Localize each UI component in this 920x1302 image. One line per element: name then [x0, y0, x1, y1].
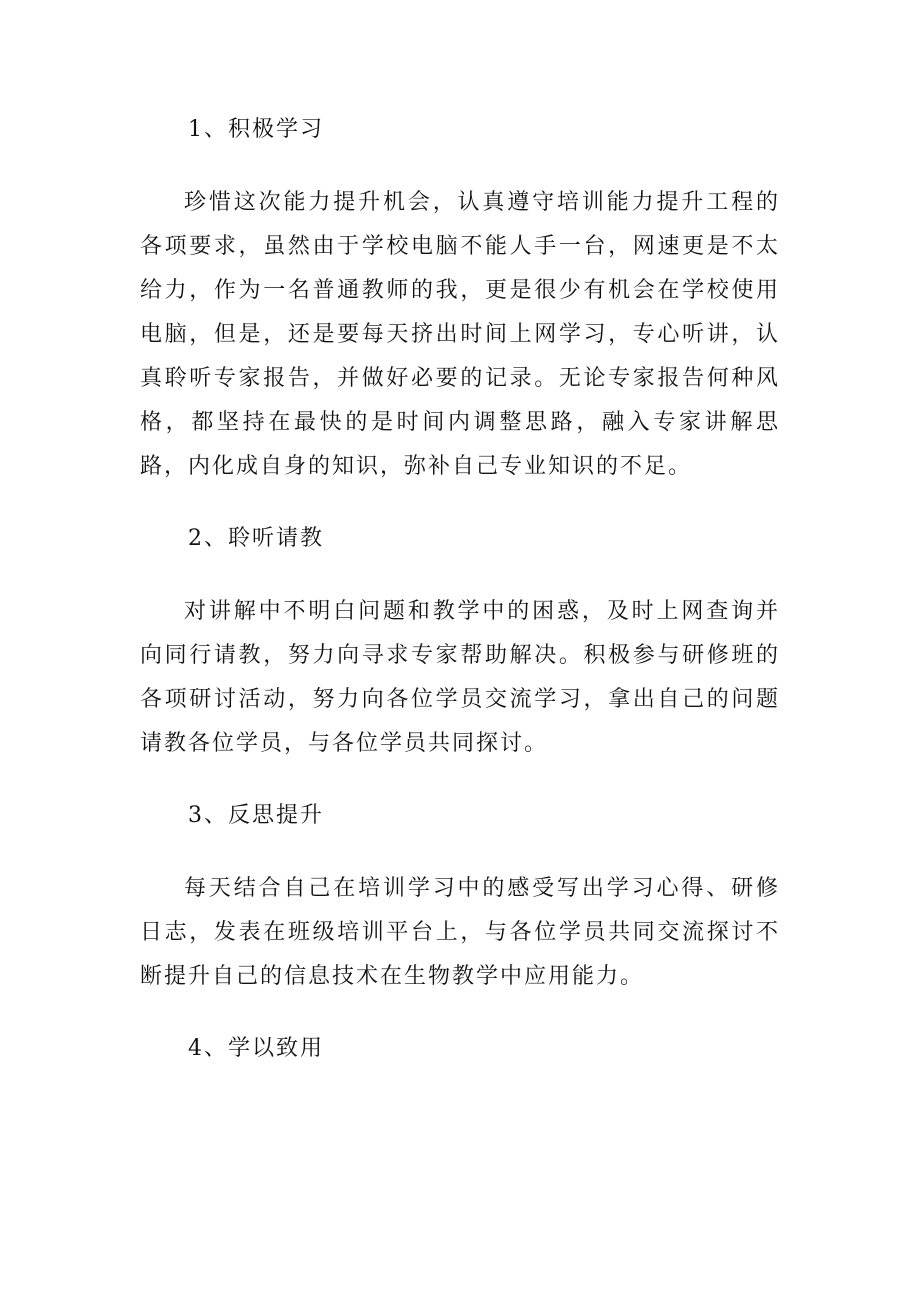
- section-heading-3: 3、反思提升: [188, 803, 324, 828]
- section-heading-4: 4、学以致用: [188, 1036, 324, 1061]
- section-heading-1: 1、积极学习: [188, 117, 324, 142]
- document-content: [140, 108, 780, 1071]
- section-paragraph-2: 对讲解中不明白问题和教学中的困惑，及时上网查询并向同行请教，努力向寻求专家帮助解决。积极参与研修班的各项研讨活动，努力向各位学员交流学习，拿出自己的问题请教各位学员，与各位学员共同探讨。: [140, 599, 780, 756]
- section-paragraph-3: 每天结合自己在培训学习中的感受写出学习心得、研修日志，发表在班级培训平台上，与各位学员共同交流探讨不断提升自己的信息技术在生物教学中应用能力。: [140, 876, 780, 989]
- section-paragraph-1: 珍惜这次能力提升机会，认真遵守培训能力提升工程的各项要求，虽然由于学校电脑不能人手一台，网速更是不太给力，作为一名普通教师的我，更是很少有机会在学校使用电脑，但是，还是要每天挤出时间上网学习，专心听讲，认真聆听专家报告，并做好必要的记录。无论专家报告何种风格，都坚持在最快的是时间内调整思路，融入专家讲解思路，内化成自身的知识，弥补自己专业知识的不足。: [140, 190, 780, 479]
- section-heading-2: 2、聆听请教: [188, 526, 324, 551]
